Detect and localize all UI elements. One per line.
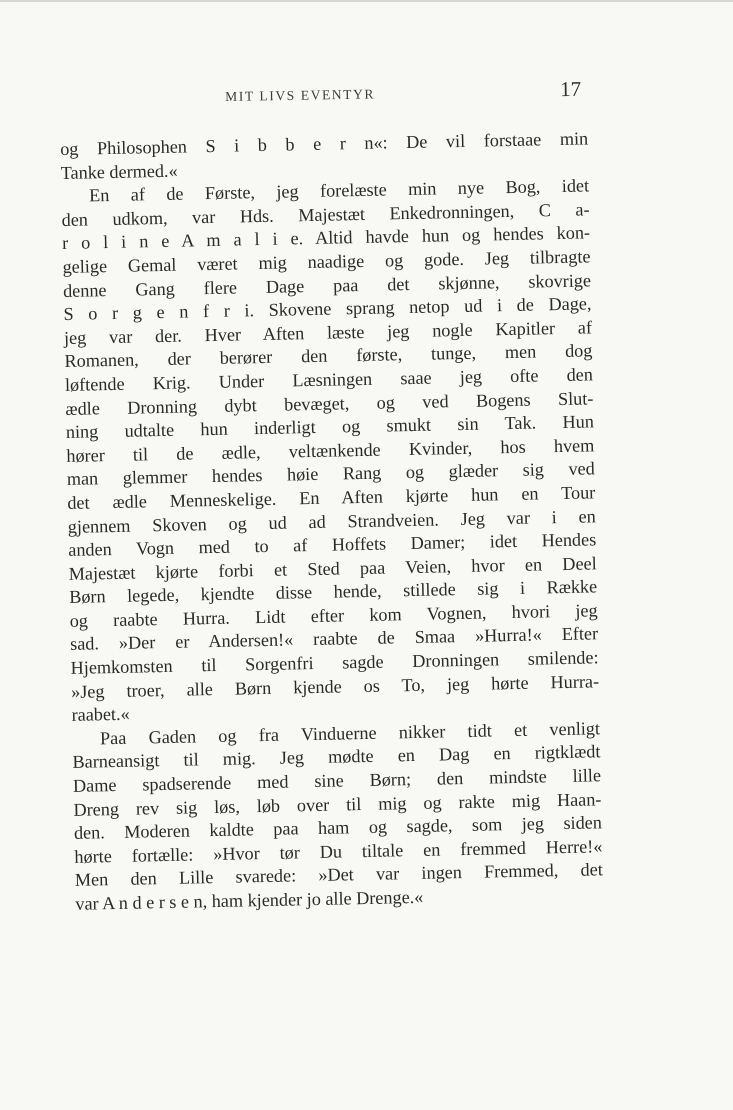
text-line: og raabte Hurra. Lidt efter kom Vognen, hvori jeg xyxy=(69,600,598,631)
text-line: ning udtalte hun inderligt og smukt sin Tak. Hun xyxy=(65,411,594,443)
text-line: Majestæt kjørte forbi et Sted paa Veien, hvor en Deel xyxy=(68,553,597,584)
text-line: hører til de ædle, veltænkende Kvinder, hos hvem xyxy=(66,435,595,466)
text-line: den. Moderen kaldte paa ham og sagde, som jeg siden xyxy=(73,812,603,844)
page-header xyxy=(55,76,582,114)
text-line: Barneansigt til mig. Jeg mødte en Dag en rigtklædt xyxy=(72,741,601,773)
text-line: det ædle Menneskelige. En Aften kjørte hun en Tour xyxy=(67,482,596,513)
text-line: raabet.« xyxy=(71,703,130,726)
text-line: En af de Første, jeg forelæste min nye Bog, idet xyxy=(88,175,590,206)
text-line: Hjemkomsten til Sorgenfri sagde Dronningen smilende: xyxy=(70,647,599,678)
text-line: sad. »Der er Andersen!« raabte de Smaa »Hurra!« Efter xyxy=(69,623,599,655)
page-number: 17 xyxy=(559,76,582,102)
text-line: den udkom, var Hds. Majestæt Enkedronningen, C a- xyxy=(61,199,590,230)
page-top-edge xyxy=(0,0,733,2)
text-line: Men den Lille svarede: »Det var ingen Fremmed, det xyxy=(74,859,603,891)
text-line: løftende Krig. Under Læsningen saae jeg ofte den xyxy=(64,364,594,395)
text-line: ædle Dronning dybt bevæget, og ved Bogens Slut- xyxy=(65,387,594,419)
text-line: Dame spadserende med sine Børn; den mindste lille xyxy=(72,765,602,796)
text-line: og Philosophen S i b b e r n«: De vil forstaae min xyxy=(60,128,589,159)
text-line: »Jeg troer, alle Børn kjende os To, jeg hørte Hurra- xyxy=(70,670,600,702)
text-line: hørte fortælle: »Hvor tør Du tiltale en fremmed Herre!« xyxy=(74,836,603,867)
text-line: var A n d e r s e n, ham kjender jo alle Drenge.« xyxy=(75,886,424,914)
text-line: r o l i n e A m a l i e. Altid havde hun og hendes kon- xyxy=(61,222,591,254)
text-line: Dreng rev sig løs, løb over til mig og rakte mig Haan- xyxy=(73,788,602,820)
text-line: Tanke dermed.« xyxy=(60,160,178,183)
running-head: MIT LIVS EVENTYR xyxy=(225,86,376,105)
text-line: anden Vogn med to af Hoffets Damer; idet Hendes xyxy=(68,529,597,561)
text-line: gjennem Skoven og ud ad Strandveien. Jeg var i en xyxy=(67,505,596,537)
text-line: jeg var der. Hver Aften læste jeg nogle Kapitler af xyxy=(63,317,593,348)
text-line: Paa Gaden og fra Vinduerne nikker tidt et venligt xyxy=(99,718,601,749)
text-line: man glemmer hendes høie Rang og glæder sig ved xyxy=(66,458,595,490)
text-line: Romanen, der berører den første, tunge, men dog xyxy=(64,340,593,372)
text-line: gelige Gemal været mig naadige og gode. Jeg tilbragte xyxy=(62,246,591,277)
body-text xyxy=(60,127,604,916)
text-line: S o r g e n f r i. Skovene sprang netop ud i de Dage, xyxy=(63,293,592,325)
text-line: Børn legede, kjendte disse hende, stillede sig i Række xyxy=(69,576,598,608)
text-line: denne Gang flere Dage paa det skjønne, skovrige xyxy=(62,269,592,301)
